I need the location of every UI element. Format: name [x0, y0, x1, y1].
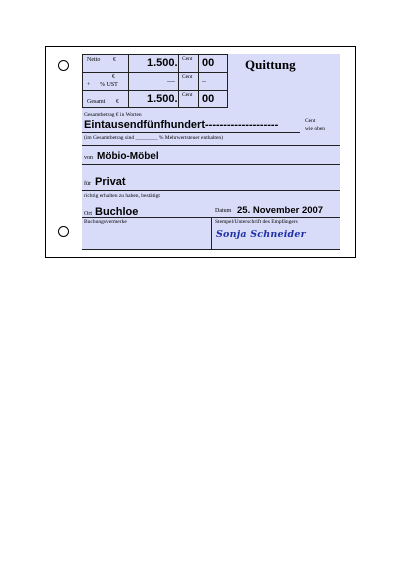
vat-underline — [82, 145, 340, 146]
from-value: Möbio-Möbel — [97, 151, 159, 162]
bottom-divider — [211, 217, 212, 250]
amount-divider-1 — [82, 72, 228, 73]
recipient-signature: Sonja Schneider — [216, 229, 306, 240]
vat-note: (im Gesamtbetrag sind ________ % Mehrwertsteuer enthalten) — [84, 135, 223, 141]
date-label: Datum — [215, 208, 232, 214]
punch-hole-top — [58, 60, 69, 71]
receipt-form — [82, 54, 340, 250]
netto-cent-label: Cent — [182, 56, 193, 62]
ust-cent-label: Cent — [182, 74, 193, 80]
amount-divider-2 — [82, 90, 228, 91]
ust-value: ---- — [167, 79, 175, 85]
gesamt-currency: € — [116, 99, 119, 105]
label-column-divider — [128, 54, 129, 108]
euro-column-divider — [178, 54, 179, 108]
booking-notes-label: Buchungsvermerke — [84, 219, 127, 225]
from-label: von — [84, 155, 93, 161]
for-value: Privat — [95, 176, 126, 188]
ust-plus-sign: + — [87, 82, 91, 88]
punch-hole-bottom — [58, 226, 69, 237]
words-cent-same-as-above: wie oben — [305, 126, 326, 132]
for-label: für — [84, 181, 91, 187]
confirmation-text: richtig erhalten zu haben, bestätigt — [84, 193, 160, 199]
words-value: Eintausendfünfhundert-------------------- — [84, 119, 279, 131]
place-value: Buchloe — [95, 206, 139, 218]
netto-cent-value: 00 — [202, 57, 215, 69]
gesamt-cent-label: Cent — [182, 92, 193, 98]
signature-label: Stempel/Unterschrift des Empfängers — [215, 219, 298, 225]
for-underline — [82, 190, 340, 191]
ust-cent-value: -- — [202, 79, 206, 85]
place-label: Ort — [84, 211, 92, 217]
netto-label: Netto — [87, 57, 101, 63]
cent-column-divider — [198, 54, 199, 108]
netto-value: 1.500. — [147, 57, 178, 69]
date-value: 25. November 2007 — [237, 205, 324, 216]
gesamt-label: Gesamt — [87, 99, 106, 105]
receipt-title: Quittung — [245, 57, 296, 72]
from-underline — [82, 164, 340, 165]
words-underline — [82, 132, 300, 133]
words-label: Gesamtbetrag € in Worten — [84, 112, 142, 118]
gesamt-cent-value: 00 — [202, 93, 215, 105]
ust-currency: € — [112, 74, 115, 80]
bottom-line — [82, 249, 340, 250]
ust-label: % UST — [100, 82, 118, 88]
words-cent-label: Cent — [305, 118, 316, 124]
netto-currency: € — [113, 57, 116, 63]
gesamt-value: 1.500. — [147, 93, 178, 105]
